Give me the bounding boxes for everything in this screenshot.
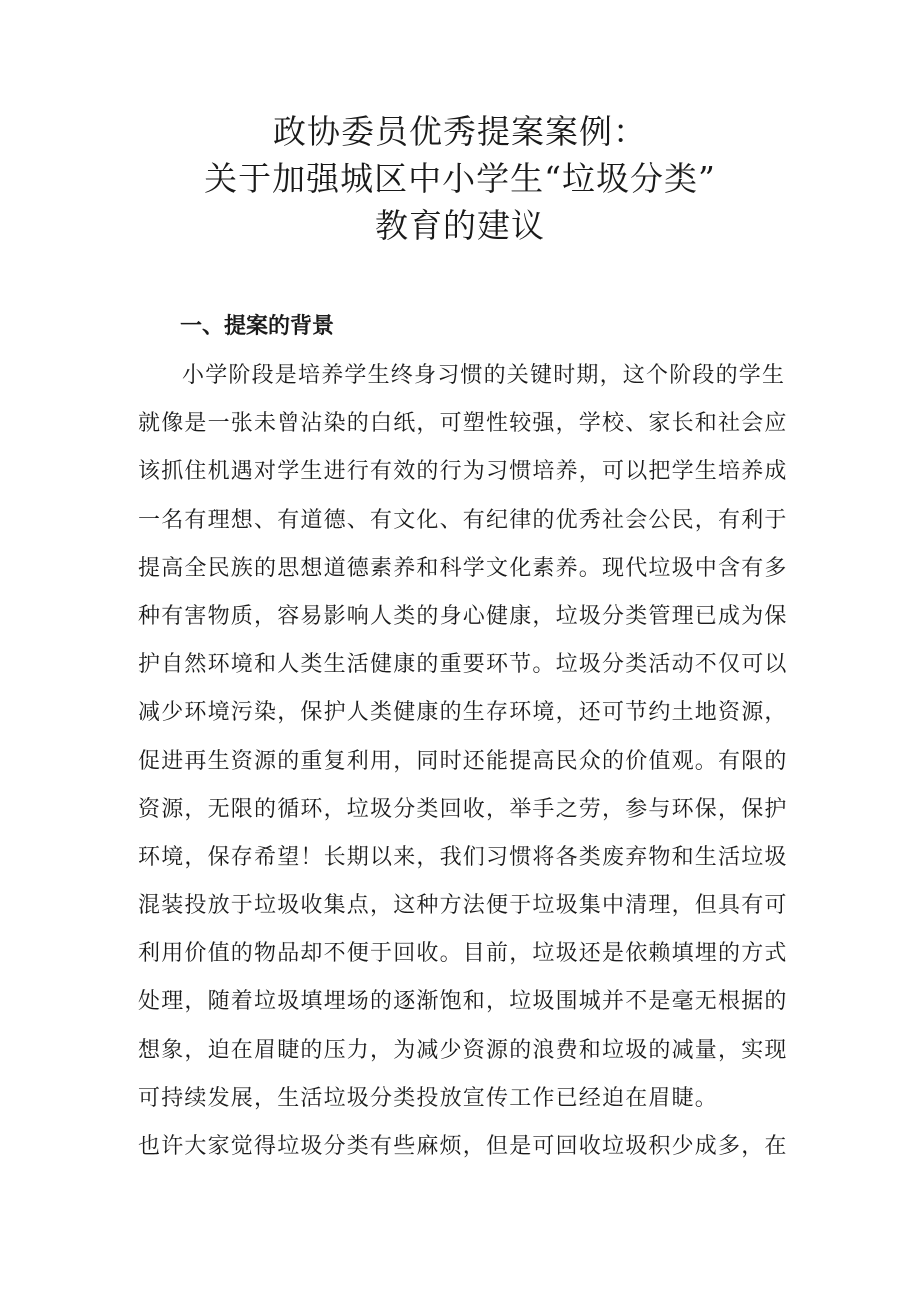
paragraph-line: 种有害物质，容易影响人类的身心健康，垃圾分类管理已成为保 <box>138 603 788 629</box>
paragraph-line: 也许大家觉得垃圾分类有些麻烦，但是可回收垃圾积少成多，在 <box>138 1134 788 1159</box>
paragraph-line: 处理，随着垃圾填埋场的逐渐饱和，垃圾围城并不是毫无根据的 <box>138 989 788 1015</box>
paragraph-line: 小学阶段是培养学生终身习惯的关键时期，这个阶段的学生 <box>182 363 786 388</box>
section-heading: 一、提案的背景 <box>180 314 335 339</box>
paragraph-line: 可持续发展，生活垃圾分类投放宣传工作已经迫在眉睫。 <box>138 1085 719 1111</box>
paragraph-line: 减少环境污染，保护人类健康的生存环境，还可节约土地资源， <box>138 700 788 726</box>
paragraph-line: 就像是一张未曾沾染的白纸，可塑性较强，学校、家长和社会应 <box>138 411 788 437</box>
paragraph-line: 一名有理想、有道德、有文化、有纪律的优秀社会公民，有利于 <box>138 507 788 533</box>
paragraph-line: 提高全民族的思想道德素养和科学文化素养。现代垃圾中含有多 <box>138 555 788 581</box>
paragraph-line: 混装投放于垃圾收集点，这种方法便于垃圾集中清理，但具有可 <box>138 893 788 919</box>
body-paragraph <box>138 352 798 1171</box>
paragraph-line: 想象，迫在眉睫的压力，为减少资源的浪费和垃圾的减量，实现 <box>138 1037 788 1063</box>
title-line: 政协委员优秀提案案例： <box>273 112 647 151</box>
title-line: 关于加强城区中小学生“垃圾分类” <box>204 159 716 198</box>
paragraph-line: 该抓住机遇对学生进行有效的行为习惯培养，可以把学生培养成 <box>138 459 788 485</box>
title-line: 教育的建议 <box>375 206 545 245</box>
paragraph-line: 环境，保存希望！长期以来，我们习惯将各类废弃物和生活垃圾 <box>138 844 788 870</box>
paragraph-line: 护自然环境和人类生活健康的重要环节。垃圾分类活动不仅可以 <box>138 652 788 678</box>
paragraph-line: 资源，无限的循环，垃圾分类回收，举手之劳，参与环保，保护 <box>138 796 788 822</box>
paragraph-line: 利用价值的物品却不便于回收。目前，垃圾还是依赖填埋的方式 <box>138 941 788 967</box>
document-title <box>0 108 920 249</box>
paragraph-line: 促进再生资源的重复利用，同时还能提高民众的价值观。有限的 <box>138 748 788 774</box>
